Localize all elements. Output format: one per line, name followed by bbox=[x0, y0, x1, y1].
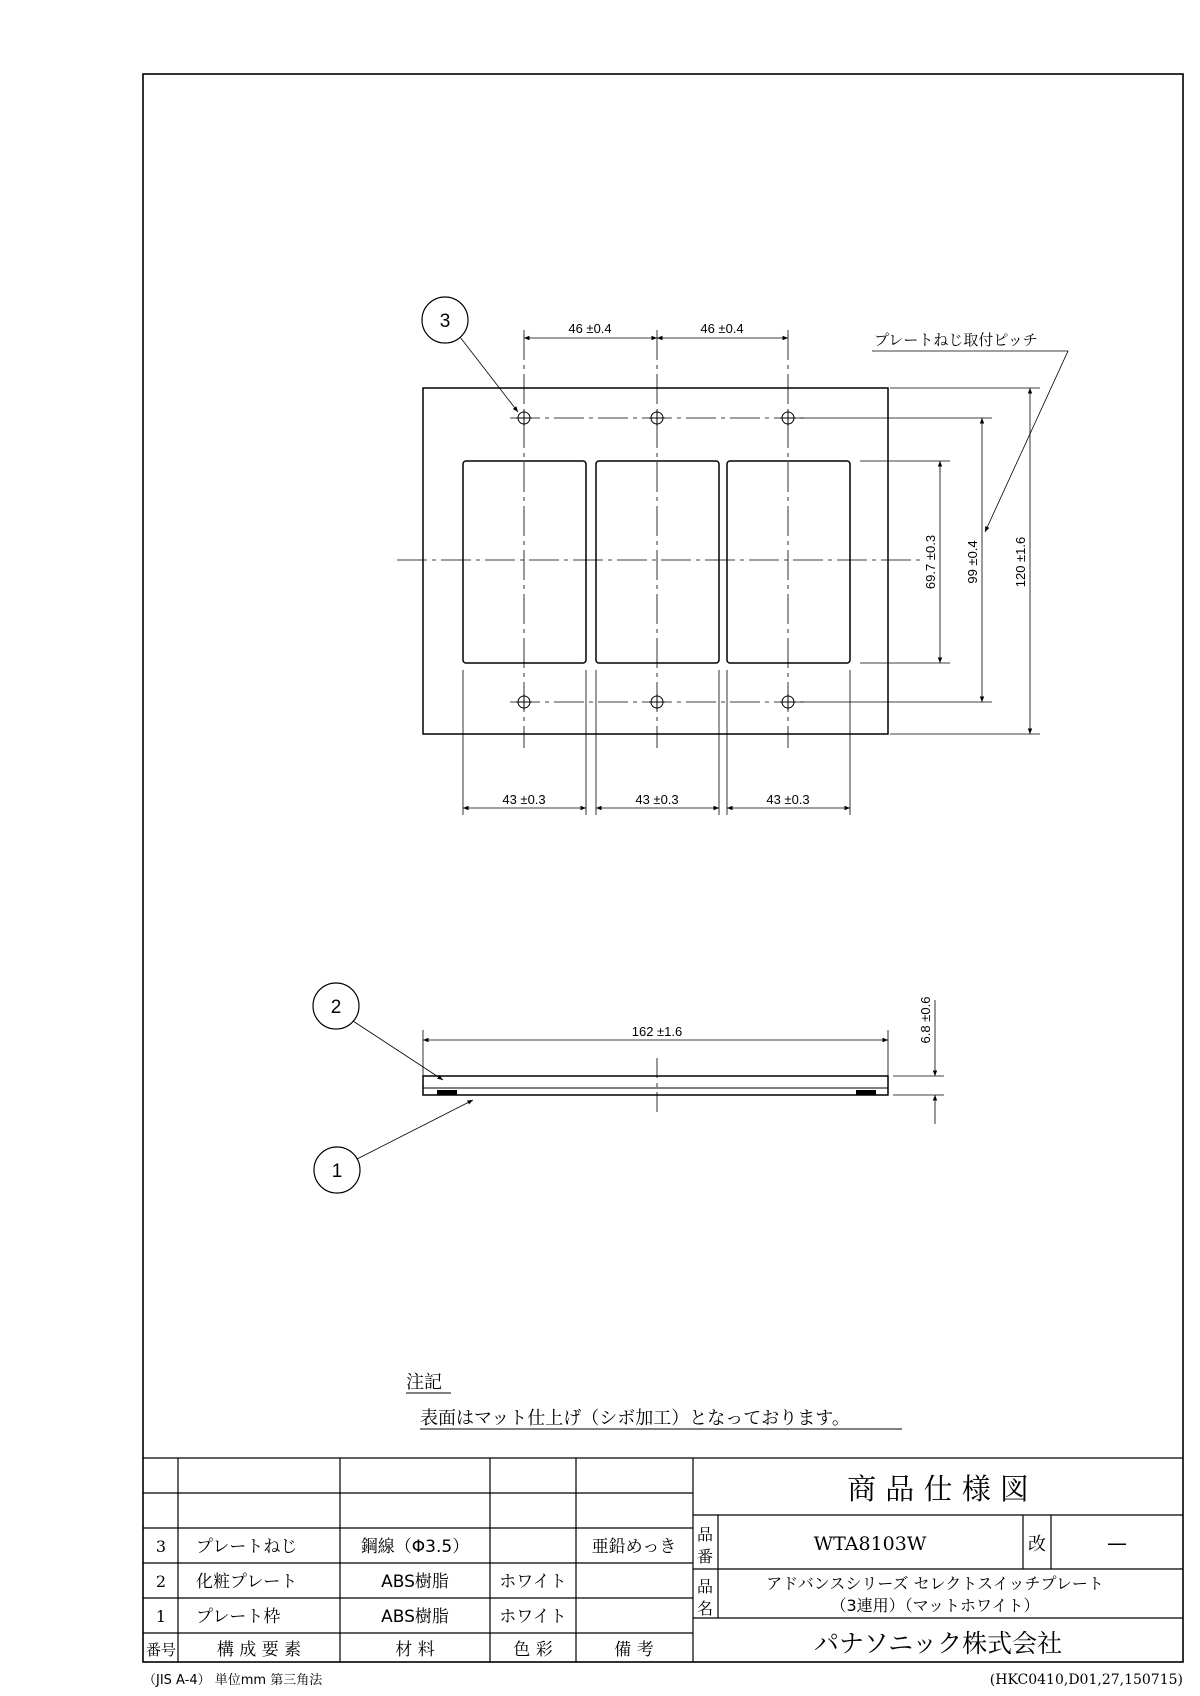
dim-pitch-h-1: 46 ±0.4 bbox=[568, 321, 612, 336]
dim-thickness: 6.8 ±0.6 bbox=[918, 996, 933, 1044]
row-1-no: 1 bbox=[155, 1607, 167, 1626]
dim-height: 120 ±1.6 bbox=[1013, 536, 1028, 588]
header-name: 構 成 要 素 bbox=[216, 1640, 302, 1660]
notes-title: 注記 bbox=[406, 1372, 442, 1393]
notes-text: 表面はマット仕上げ（シボ加工）となっております。 bbox=[420, 1408, 850, 1429]
row-3-name: プレートねじ bbox=[196, 1537, 298, 1557]
footer-right: (HKC0410,D01,27,150715) bbox=[989, 1672, 1183, 1688]
switch-opening-3 bbox=[727, 461, 850, 663]
part-no: WTA8103W bbox=[813, 1533, 927, 1555]
company-name: パナソニック株式会社 bbox=[813, 1629, 1063, 1658]
dim-pitch-h-2: 46 ±0.4 bbox=[700, 321, 744, 336]
dim-open-w-2: 43 ±0.3 bbox=[635, 792, 679, 807]
name-label-1: 品 bbox=[696, 1577, 714, 1596]
header-color: 色 彩 bbox=[513, 1640, 553, 1660]
balloon-2-label: 2 bbox=[330, 997, 342, 1018]
balloon-1-label: 1 bbox=[331, 1161, 343, 1182]
header-no: 番号 bbox=[145, 1641, 177, 1659]
dim-lines-right bbox=[800, 388, 1040, 734]
row-3-material: 鋼線（Φ3.5） bbox=[360, 1537, 470, 1557]
row-2-color: ホワイト bbox=[499, 1572, 567, 1592]
rev-value: — bbox=[1107, 1531, 1127, 1555]
balloon-3-label: 3 bbox=[439, 311, 451, 332]
switch-opening-2 bbox=[596, 461, 719, 663]
rev-label: 改 bbox=[1028, 1534, 1046, 1555]
row-3-remarks: 亜鉛めっき bbox=[591, 1537, 677, 1557]
part-no-label-2: 番 bbox=[696, 1547, 714, 1566]
dim-open-w-3: 43 ±0.3 bbox=[766, 792, 810, 807]
dim-open-w-1: 43 ±0.3 bbox=[502, 792, 546, 807]
callout-label: プレートねじ取付ピッチ bbox=[874, 331, 1038, 349]
header-material: 材 料 bbox=[395, 1640, 435, 1660]
product-name-line1: アドバンスシリーズ セレクトスイッチプレート bbox=[766, 1574, 1104, 1593]
header-remarks: 備 考 bbox=[614, 1640, 654, 1660]
row-2-no: 2 bbox=[155, 1572, 167, 1591]
row-2-material: ABS樹脂 bbox=[381, 1572, 449, 1592]
dim-open-h: 69.7 ±0.3 bbox=[923, 534, 938, 590]
row-3-no: 3 bbox=[155, 1537, 167, 1556]
name-label-2: 名 bbox=[696, 1599, 714, 1618]
product-name-line2: （3連用）（マットホワイト） bbox=[830, 1596, 1040, 1615]
doc-title: 商 品 仕 様 図 bbox=[847, 1472, 1029, 1506]
plate-outline bbox=[423, 388, 888, 734]
callout-leader bbox=[872, 351, 1068, 532]
plate-side bbox=[423, 1076, 888, 1095]
side-view bbox=[313, 983, 944, 1193]
center-lines bbox=[397, 330, 925, 748]
dim-width: 162 ±1.6 bbox=[631, 1024, 683, 1039]
dim-pitch-v: 99 ±0.4 bbox=[965, 540, 980, 584]
part-no-label-1: 品 bbox=[696, 1525, 714, 1544]
switch-opening-1 bbox=[463, 461, 586, 663]
row-1-material: ABS樹脂 bbox=[381, 1607, 449, 1627]
row-1-name: プレート枠 bbox=[196, 1607, 281, 1627]
row-1-color: ホワイト bbox=[499, 1607, 567, 1627]
footer-left: （JIS A-4） 単位mm 第三角法 bbox=[143, 1673, 323, 1688]
row-2-name: 化粧プレート bbox=[196, 1572, 298, 1592]
